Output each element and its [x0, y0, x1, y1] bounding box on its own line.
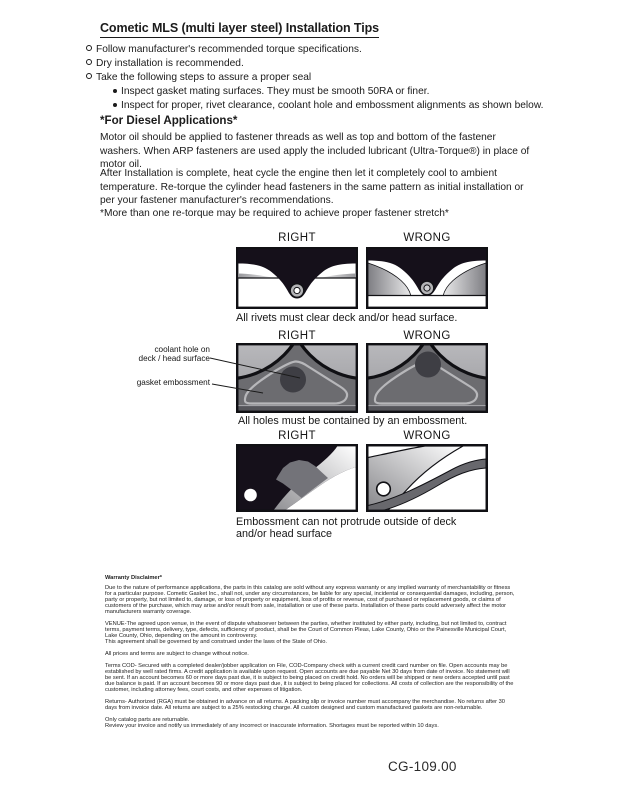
rivet-touching-illustration: [366, 247, 488, 309]
list-item: [86, 43, 543, 57]
annotation-gasket-embossment: gasket embossment: [136, 378, 210, 387]
legal-paragraph: Terms COD- Secured with a completed dealer/jobber application on File, COD-Company check with a current credit card number on file. Open accounts may be established by well rated firms. A credit application is available upon request. Open accounts are due payable Net 30 days from date of invoice. No statement will be sent. If an account becomes 60 or more days past due, it is subject to being placed on credit hold. No orders will be shipped or new orders accepted until past due balance is paid. If an account becomes 90 or more days past due, it is subject to being placed for collections. All costs of collection are the responsibility of the customer, including attorney fees, court costs, and other expenses of litigation.: [105, 662, 514, 694]
legal-paragraph: Returns- Authorized (RGA) must be obtained in advance on all returns. A packing slip or invoice number must accompany the merchandise. No returns after 30 days from invoice date. All returns are subject to a 25% restocking charge. All custom designed and custom manufactured gaskets are non-returnable.: [105, 699, 505, 712]
tip-text: Dry installation is recommended.: [96, 58, 244, 69]
list-item: [86, 57, 543, 71]
embossment-protruding-illustration: [366, 444, 488, 512]
legal-paragraph: Review your invoice and notify us immediately of any incorrect or inaccurate information. Shortages must be reported within 10 days.: [105, 722, 439, 729]
caption-line: Embossment can not protrude outside of deck: [236, 516, 457, 528]
wrong-label: WRONG: [403, 232, 451, 244]
diesel-paragraph-2: After Installation is complete, heat cycle the engine then let it completely cool to ambient temperature. Re-torque the cylinder head fasteners in the same pattern as initial installation or per your fastener manufacturer's recommendations.: [100, 168, 524, 207]
page-title: Cometic MLS (multi layer steel) Installation Tips: [100, 21, 379, 38]
rivet-clear-illustration: [236, 247, 358, 309]
circle-bullet-icon: [86, 45, 92, 51]
wrong-label: WRONG: [403, 330, 451, 342]
circle-bullet-icon: [86, 59, 92, 65]
diagram-rivet-right: [236, 247, 358, 309]
legal-paragraph: Only catalog parts are returnable.: [105, 716, 190, 723]
wrong-label: WRONG: [403, 430, 451, 442]
dot-bullet-icon: [113, 89, 117, 93]
diagram-protrusion-wrong: [366, 444, 488, 512]
diesel-heading: *For Diesel Applications*: [100, 114, 238, 127]
legal-section: [105, 575, 517, 729]
list-item: [113, 85, 543, 99]
legal-paragraph: All prices and terms are subject to change without notice.: [105, 651, 249, 658]
legal-paragraph: Due to the nature of performance applications, the parts in this catalog are sold without any express warranty or any implied warranty of merchantability or fitness for a particular purpose. Cometic Gasket Inc., shall not, under any circumstances, be liable for any special, incidental or consequential damages, including, person, party or property, but not limited to, damage, or loss of property or equipment, loss of profits or revenue, cost of purchased or replacement goods, or claims of customers of the purchase, which may arise and/or result from sale, installation or use of these parts. Installation of these parts could adversely affect the motor manufacturers warranty coverage.: [105, 584, 515, 616]
dot-bullet-icon: [113, 103, 117, 107]
circle-bullet-icon: [86, 73, 92, 79]
tip-text: Take the following steps to assure a proper seal: [96, 72, 312, 83]
caption-line: and/or head surface: [236, 528, 333, 540]
embossment-inside-illustration: [236, 444, 358, 512]
list-item: [86, 71, 543, 85]
annotation-line: deck / head surface: [138, 354, 210, 364]
right-label: RIGHT: [278, 232, 316, 244]
leader-lines: [110, 342, 310, 402]
annotation-line: coolant hole on: [154, 345, 210, 354]
legal-paragraph: VENUE-The agreed upon venue, in the event of dispute whatsoever between the parties, whether instituted by either party, including, but not limited to, contract terms, payment terms, delivery, type, defects, sufficiency of product, shall be the Court of Common Pleas, Lake County, Ohio or the Painesville Municipal Court, Lake County, Ohio, depending on the amount in controversy.: [105, 620, 507, 640]
diagram-rivet-wrong: [366, 247, 488, 309]
tip-text: Follow manufacturer's recommended torque specifications.: [96, 44, 362, 55]
caption-holes: All holes must be contained by an embossment.: [238, 415, 468, 427]
right-label: RIGHT: [278, 330, 316, 342]
hole-outside-illustration: [366, 343, 488, 413]
page-code: CG-109.00: [388, 759, 457, 774]
tip-text: Inspect for proper, rivet clearance, coolant hole and embossment alignments as shown below.: [121, 100, 544, 111]
tip-text: Inspect gasket mating surfaces. They must be smooth 50RA or finer.: [121, 86, 430, 97]
retorque-note: *More than one re-torque may be required to achieve proper fastener stretch*: [100, 208, 449, 219]
list-item: [113, 99, 543, 113]
right-label: RIGHT: [278, 430, 316, 442]
diesel-paragraph-1: Motor oil should be applied to fastener threads as well as top and bottom of the fastener washers. When ARP fasteners are used apply the included lubricant (Ultra-Torque®) in place of motor oil.: [100, 132, 530, 171]
installation-tips-list: [86, 43, 543, 113]
legal-paragraph: This agreement shall be governed by and construed under the laws of the State of Ohio.: [105, 639, 327, 646]
caption-rivets: All rivets must clear deck and/or head surface.: [236, 312, 458, 324]
caption-protrusion: [236, 516, 476, 540]
warranty-disclaimer-heading: Warranty Disclaimer*: [105, 575, 163, 581]
diagram-embossment-wrong: [366, 343, 488, 413]
diagram-protrusion-right: [236, 444, 358, 512]
